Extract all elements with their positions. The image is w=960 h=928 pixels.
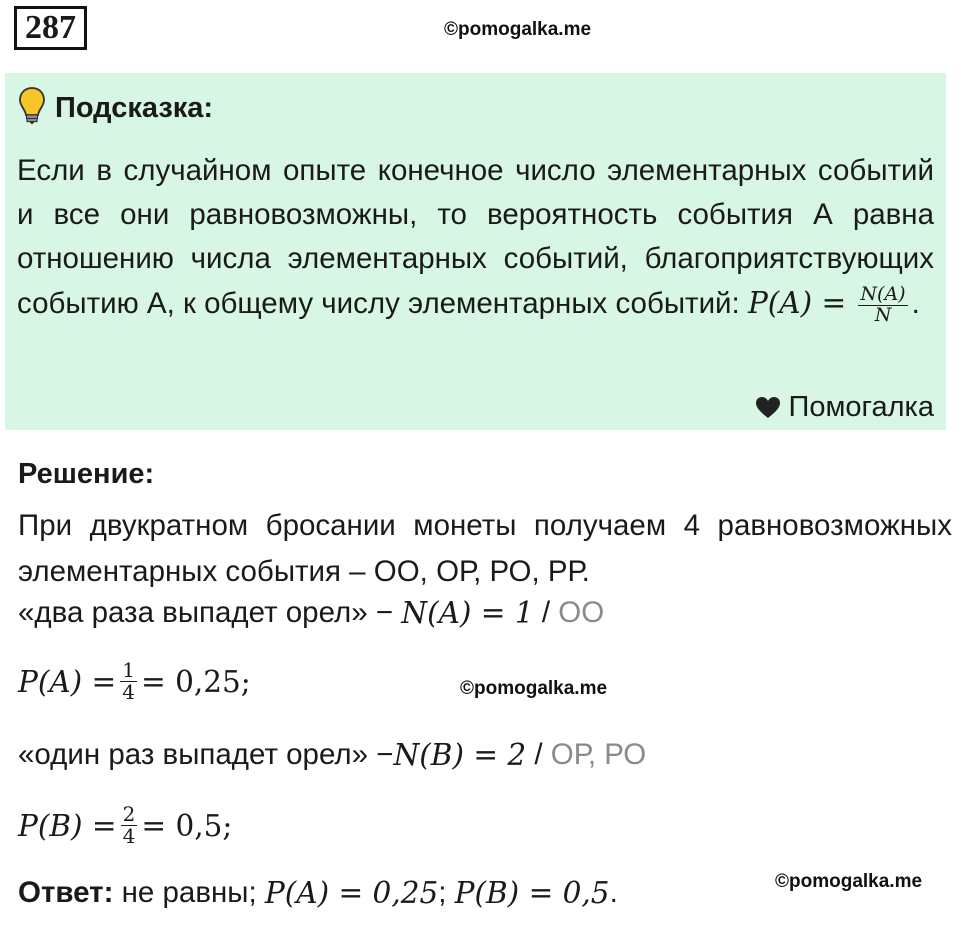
hint-title	[19, 87, 213, 130]
brand-signature: Помогалка	[755, 391, 934, 424]
hint-title-text: Подсказка:	[55, 92, 214, 124]
solution-heading: Решение:	[18, 458, 155, 490]
heart-icon	[755, 396, 781, 420]
lightbulb-icon	[19, 87, 45, 130]
solution-paragraph: При двукратном бросании монеты получаем 4 равновозможных элементарных события – ОО, ОР, РО, РР.	[18, 509, 952, 588]
watermark-top: ©pomogalka.me	[444, 19, 592, 40]
watermark-middle: ©pomogalka.me	[460, 678, 608, 699]
answer-label: Ответ:	[18, 876, 114, 909]
formula-lhs: P(A) =	[747, 286, 847, 320]
task-number: 287	[14, 6, 87, 50]
formula-fraction: $\frac{N(A)}{N}$	[860, 282, 906, 326]
answer-line: Ответ: не равны; P(A) = 0,25 ; P(B) = 0,5 .	[18, 876, 618, 910]
solution-line-1: «два раза выпадет орел» − N(A) = 1 / ОО	[18, 596, 605, 630]
hint-box	[5, 73, 946, 430]
outcome-gray: ОО	[558, 596, 605, 629]
watermark-bottom: ©pomogalka.me	[775, 871, 923, 892]
hint-text: Если в случайном опыте конечное число элементарных событий и все они равновозможны, то вероятность события А равна отношению числа элементарных событий, благоприятствующих событию А, к общему числу элементарных событий: P(A) = $\frac{N(A)}{N}$ .	[17, 154, 934, 326]
solution-line-2: P(A) = $\frac{1}{4}$ = 0,25;	[18, 658, 251, 704]
outcome-gray: ОР, РО	[550, 738, 647, 771]
solution-line-3: «один раз выпадет орел» − N(B) = 2 / ОР, РО	[18, 738, 647, 772]
solution-line-4: P(B) = $\frac{2}{4}$ = 0,5;	[18, 802, 233, 848]
